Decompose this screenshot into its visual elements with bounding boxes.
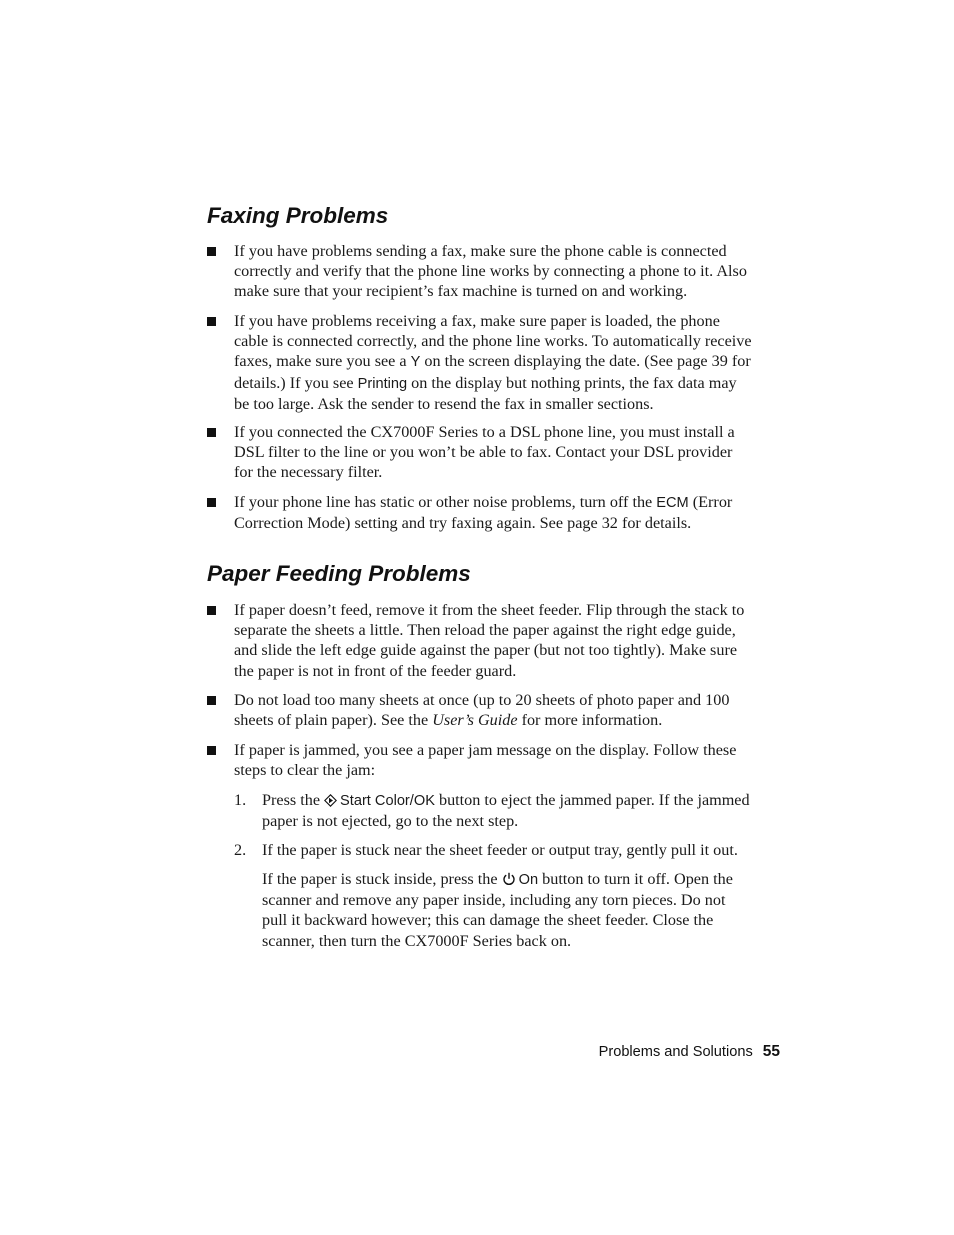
list-item xyxy=(207,422,752,483)
page-number: 55 xyxy=(762,1043,780,1060)
list-item xyxy=(207,740,752,780)
step-number: 1. xyxy=(234,791,247,809)
numbered-step xyxy=(234,840,754,860)
list-item-text: If you have problems sending a fax, make sure the phone cable is connected correctly and verify that the phone line works by connecting a phone to it. Also make sure that your recipient’s fax machine is turned on and working. xyxy=(234,242,747,301)
bullet-square-icon xyxy=(207,746,216,755)
step-text: If the paper is stuck near the sheet feeder or output tray, gently pull it out. xyxy=(262,841,738,859)
bullet-square-icon xyxy=(207,428,216,437)
list-item xyxy=(207,690,752,730)
bullet-square-icon xyxy=(207,606,216,615)
list-item xyxy=(207,311,752,414)
users-guide-title: User’s Guide xyxy=(432,711,518,730)
numbered-step xyxy=(234,790,754,831)
step-text: Press the Start Color/OK button to eject the jammed paper. If the jammed paper is not ejected, go to the next step. xyxy=(262,791,750,831)
page-footer xyxy=(599,1042,780,1062)
list-item-text: If you connected the CX7000F Series to a DSL phone line, you must install a DSL filter to the line or you won’t be able to fax. Contact your DSL provider for the necessary filter. xyxy=(234,423,735,482)
list-item xyxy=(207,492,752,533)
list-item xyxy=(207,600,752,681)
footer-section-title: Problems and Solutions xyxy=(598,1044,753,1060)
list-item-text: If paper is jammed, you see a paper jam message on the display. Follow these steps to clear the jam: xyxy=(234,741,737,780)
display-text-printing: Printing xyxy=(357,375,408,392)
display-text-y: Y xyxy=(410,354,421,371)
start-diamond-icon xyxy=(324,794,337,807)
step-paragraph: If the paper is stuck inside, press the On button to turn it off. Open the scanner and remove any paper inside, including any torn pieces. Do not pull it backward however; this can damage the sheet feeder. Close the scanner, then turn the CX7000F Series back on. xyxy=(262,870,733,950)
on-button-label: On xyxy=(518,872,539,888)
bullet-square-icon xyxy=(207,247,216,256)
bullet-square-icon xyxy=(207,317,216,326)
display-text-ecm: ECM xyxy=(656,495,689,511)
bullet-square-icon xyxy=(207,696,216,705)
bullet-square-icon xyxy=(207,498,216,507)
section-heading-paper-feeding: Paper Feeding Problems xyxy=(207,561,471,586)
list-item xyxy=(207,241,752,302)
list-item-text: If paper doesn’t feed, remove it from the sheet feeder. Flip through the stack to separate the sheets a little. Then reload the paper against the right edge guide, and slide the left edge guide against the paper (but not too tightly). Make sure the paper is not in front of the feeder guard. xyxy=(234,601,745,680)
list-item-text: If your phone line has static or other noise problems, turn off the ECM (Error Correction Mode) setting and try faxing again. See page 32 for details. xyxy=(234,493,733,533)
power-icon xyxy=(502,872,516,886)
start-color-ok-button-label: Start Color/OK xyxy=(340,793,435,809)
section-heading-faxing: Faxing Problems xyxy=(207,203,389,228)
step-number: 2. xyxy=(234,841,247,859)
list-item-text: Do not load too many sheets at once (up to 20 sheets of photo paper and 100 sheets of plain paper). See the User’s Guide for more information. xyxy=(234,691,730,730)
list-item-text: If you have problems receiving a fax, make sure paper is loaded, the phone cable is connected correctly, and the phone line works. To automatically receive faxes, make sure you see a Y on the screen displaying the date. (See page 39 for details.) If you see Printing on the display but nothing prints, the fax data may be too large. Ask the sender to resend the fax in smaller sections. xyxy=(234,312,752,413)
